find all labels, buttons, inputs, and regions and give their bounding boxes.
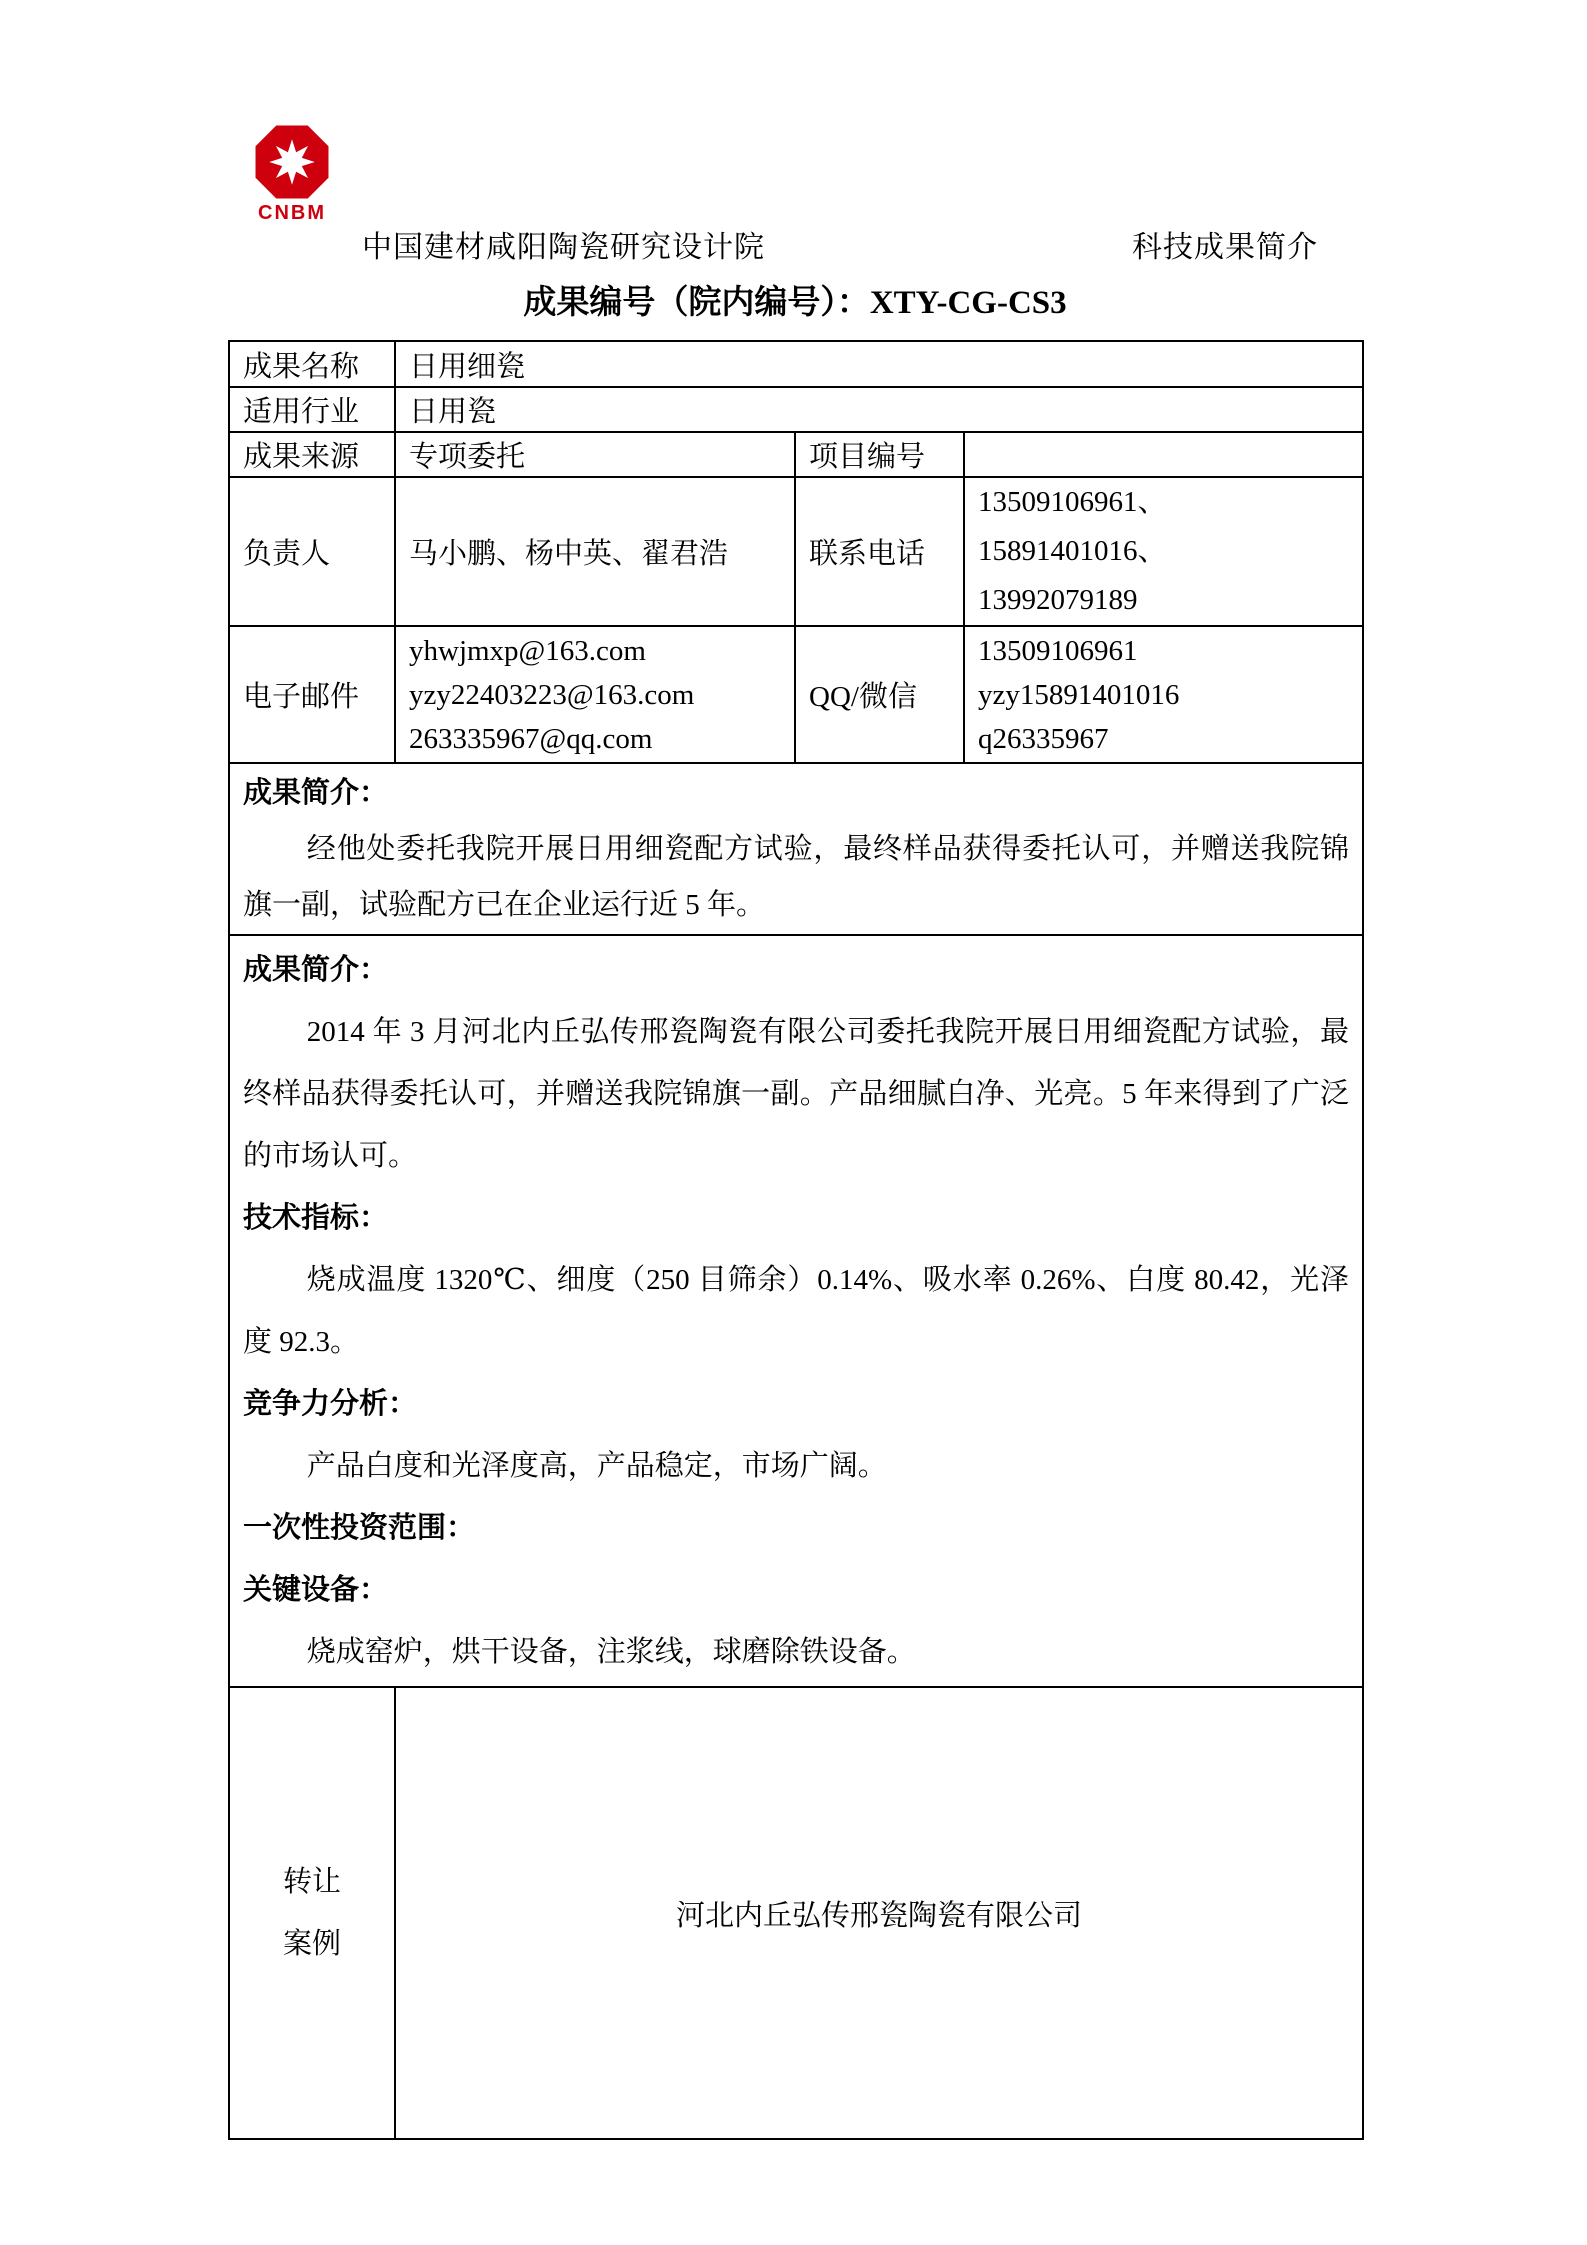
source-value: 专项委托 <box>395 432 795 477</box>
phone-line-2: 13992079189 <box>978 584 1138 616</box>
table-row-industry <box>229 387 1363 432</box>
intro1-cell <box>229 763 1363 935</box>
email-label: 电子邮件 <box>229 626 395 763</box>
industry-label: 适用行业 <box>229 387 395 432</box>
email-line-3: 263335967@qq.com <box>409 722 653 755</box>
table-row-details <box>229 935 1363 1687</box>
equipment-heading: 关键设备： <box>243 1574 389 1606</box>
competitive-heading: 竞争力分析： <box>243 1388 418 1420</box>
table-row-intro1 <box>229 763 1363 935</box>
tech-heading: 技术指标： <box>243 1202 389 1234</box>
table-row-name <box>229 341 1363 387</box>
email-line-1: yhwjmxp@163.com <box>409 634 646 667</box>
leader-label: 负责人 <box>229 477 395 626</box>
competitive-paragraph: 产品白度和光泽度高，产品稳定，市场广阔。 <box>306 1450 887 1482</box>
qq-wechat-label: QQ/微信 <box>795 626 964 763</box>
intro2-heading: 成果简介： <box>243 954 389 986</box>
intro1-paragraph: 经他处委托我院开展日用细瓷配方试验，最终样品获得委托认可，并赠送我院锦旗一副，试验配方已在企业运行近 5 年。 <box>243 833 1350 921</box>
table-row-leader <box>229 477 1363 626</box>
equipment-paragraph: 烧成窑炉，烘干设备，注浆线，球磨除铁设备。 <box>306 1636 916 1668</box>
transfer-label <box>229 1687 395 2139</box>
table-row-email <box>229 626 1363 763</box>
transfer-label-line-2: 案例 <box>282 1928 341 1960</box>
details-cell <box>229 935 1363 1687</box>
qq-wechat-value <box>964 626 1363 763</box>
source-label: 成果来源 <box>229 432 395 477</box>
email-value <box>395 626 795 763</box>
qq-line-3: q26335967 <box>978 722 1109 755</box>
project-number-label: 项目编号 <box>795 432 964 477</box>
intro1-heading: 成果简介： <box>243 777 389 809</box>
document-type-label: 科技成果简介 <box>1132 231 1318 264</box>
transfer-value: 河北内丘弘传邢瓷陶瓷有限公司 <box>395 1687 1363 2139</box>
table-row-transfer <box>229 1687 1363 2139</box>
phone-label: 联系电话 <box>795 477 964 626</box>
email-line-2: yzy22403223@163.com <box>409 678 695 711</box>
cnbm-octagon-star-icon <box>250 124 334 200</box>
page-title: 成果编号（院内编号）：XTY-CG-CS3 <box>523 285 1067 321</box>
table-row-source <box>229 432 1363 477</box>
transfer-label-line-1: 转让 <box>282 1866 341 1898</box>
achievement-table <box>228 340 1364 2140</box>
industry-value: 日用瓷 <box>395 387 1363 432</box>
cnbm-logo <box>250 124 334 225</box>
cnbm-logo-text: CNBM <box>258 202 326 224</box>
leader-value: 马小鹏、杨中英、翟君浩 <box>395 477 795 626</box>
name-value: 日用细瓷 <box>395 341 1363 387</box>
name-label: 成果名称 <box>229 341 395 387</box>
phone-value <box>964 477 1363 626</box>
project-number-value <box>964 432 1363 477</box>
qq-line-2: yzy15891401016 <box>978 678 1180 711</box>
investment-heading: 一次性投资范围： <box>243 1512 476 1544</box>
phone-line-1: 13509106961、15891401016、 <box>978 486 1167 567</box>
tech-paragraph: 烧成温度 1320℃、细度（250 目筛余）0.14%、吸水率 0.26%、白度 80.42，光泽度 92.3。 <box>243 1264 1350 1358</box>
intro2-paragraph: 2014 年 3 月河北内丘弘传邢瓷陶瓷有限公司委托我院开展日用细瓷配方试验，最终样品获得委托认可，并赠送我院锦旗一副。产品细腻白净、光亮。5 年来得到了广泛的市场认可。 <box>243 1016 1350 1172</box>
qq-line-1: 13509106961 <box>978 634 1138 667</box>
institute-name: 中国建材咸阳陶瓷研究设计院 <box>362 231 765 264</box>
